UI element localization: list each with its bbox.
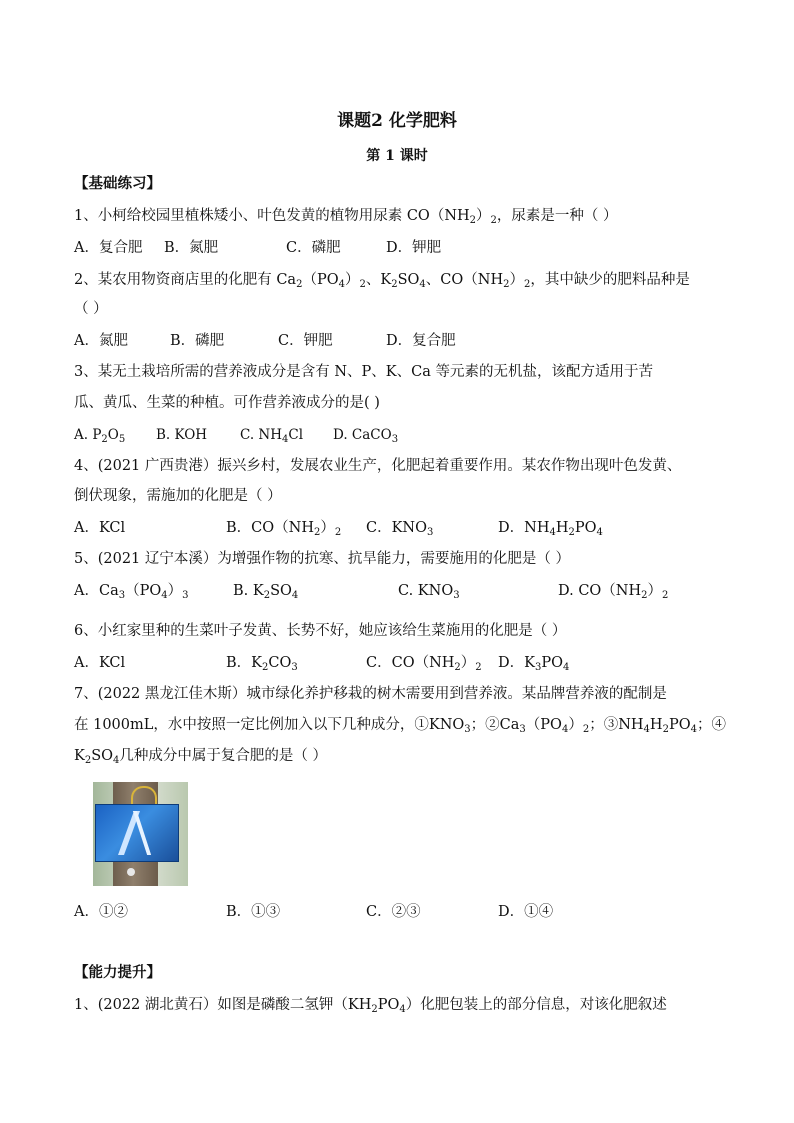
option-d: D．$NH_4H_2PO_4$ bbox=[498, 520, 603, 538]
option-b: B．磷肥 bbox=[170, 333, 225, 349]
section-heading-advanced: 【能力提升】 bbox=[74, 964, 161, 981]
option-c: C. $KNO_3$ bbox=[398, 583, 460, 601]
option-a: A. $P_2O_5$ bbox=[74, 427, 126, 445]
question-4-line-2: 倒伏现象，需施加的化肥是（ ） bbox=[74, 488, 282, 504]
option-c: C．$KNO_3$ bbox=[366, 520, 434, 538]
option-d: D．复合肥 bbox=[386, 333, 456, 349]
question-1-stem: 1、小柯给校园里植株矮小、叶色发黄的植物用尿素 $CO(NH_2)_2$，尿素是一种（ ） bbox=[74, 208, 618, 226]
option-c: C. $NH_4Cl$ bbox=[240, 427, 304, 445]
option-a: A．①② bbox=[74, 904, 128, 920]
tree-nutrient-bag-photo bbox=[93, 782, 188, 886]
page-subtitle: 第 1 课时 bbox=[366, 148, 428, 164]
question-7-line-3: $K_2SO_4$几种成分中属于复合肥的是（ ） bbox=[74, 748, 328, 766]
question-2-blank: （ ） bbox=[74, 301, 108, 317]
option-b: B．$K_2CO_3$ bbox=[226, 655, 298, 673]
question-5-line-1: 5、(2021 辽宁本溪）为增强作物的抗寒、抗旱能力，需要施用的化肥是（ ） bbox=[74, 551, 570, 567]
question-7-line-1: 7、(2022 黑龙江佳木斯）城市绿化养护移栽的树木需要用到营养液。某品牌营养液的配制是 bbox=[74, 686, 667, 702]
section-heading-basic: 【基础练习】 bbox=[74, 175, 161, 192]
question-2-stem: 2、某农用物资商店里的化肥有 $Ca_2(PO_4)_2$、$K_2SO_4$、$CO(NH_2)_2$，其中缺少的肥料品种是 bbox=[74, 272, 690, 290]
option-b: B. $K_2SO_4$ bbox=[233, 583, 299, 601]
option-c: C．②③ bbox=[366, 904, 421, 920]
option-a: A．KCl bbox=[74, 655, 126, 671]
option-c: C．$CO(NH_2)_2$ bbox=[366, 655, 482, 673]
option-b: B．①③ bbox=[226, 904, 281, 920]
option-c: C．磷肥 bbox=[286, 240, 341, 256]
nutrient-bag bbox=[95, 804, 179, 862]
option-a: A．复合肥 bbox=[74, 240, 143, 256]
option-d: D．钾肥 bbox=[386, 240, 442, 256]
advanced-question-1-line-1: 1、(2022 湖北黄石）如图是磷酸二氢钾$(KH_2PO_4)$化肥包装上的部分信息，对该化肥叙述 bbox=[74, 997, 667, 1015]
question-4-line-1: 4、(2021 广西贵港）振兴乡村，发展农业生产，化肥起着重要作用。某农作物出现叶色发黄、 bbox=[74, 458, 682, 474]
option-d: D. $CO(NH_2)_2$ bbox=[558, 583, 669, 601]
question-3-line-1: 3、某无土栽培所需的营养液成分是含有 N、P、K、Ca 等元素的无机盐，该配方适用于苦 bbox=[74, 364, 653, 380]
page-title: 课题2 化学肥料 bbox=[337, 111, 457, 131]
option-c: C．钾肥 bbox=[278, 333, 333, 349]
drip-tag bbox=[127, 868, 135, 876]
option-a: A．氮肥 bbox=[74, 333, 128, 349]
option-b: B. KOH bbox=[156, 427, 208, 443]
option-d: D. CaCO$_3$ bbox=[333, 427, 399, 445]
option-a: A．KCl bbox=[74, 520, 126, 536]
bag-graphic bbox=[133, 811, 151, 855]
option-d: D．$K_3PO_4$ bbox=[498, 655, 570, 673]
question-6-line-1: 6、小红家里种的生菜叶子发黄、长势不好，她应该给生菜施用的化肥是（ ） bbox=[74, 623, 567, 639]
option-a: A．$Ca_3(PO_4)_3$ bbox=[74, 583, 189, 601]
question-3-line-2: 瓜、黄瓜、生菜的种植。可作营养液成分的是( ) bbox=[74, 395, 380, 411]
option-b: B．氮肥 bbox=[164, 240, 219, 256]
option-d: D．①④ bbox=[498, 904, 554, 920]
question-7-line-2: 在 1000mL，水中按照一定比例加入以下几种成分，$①KNO_3$；$②Ca_3(PO_4)_2$；$③NH_4H_2PO_4$；④ bbox=[74, 717, 726, 735]
option-b: B．$CO(NH_2)_2$ bbox=[226, 520, 342, 538]
